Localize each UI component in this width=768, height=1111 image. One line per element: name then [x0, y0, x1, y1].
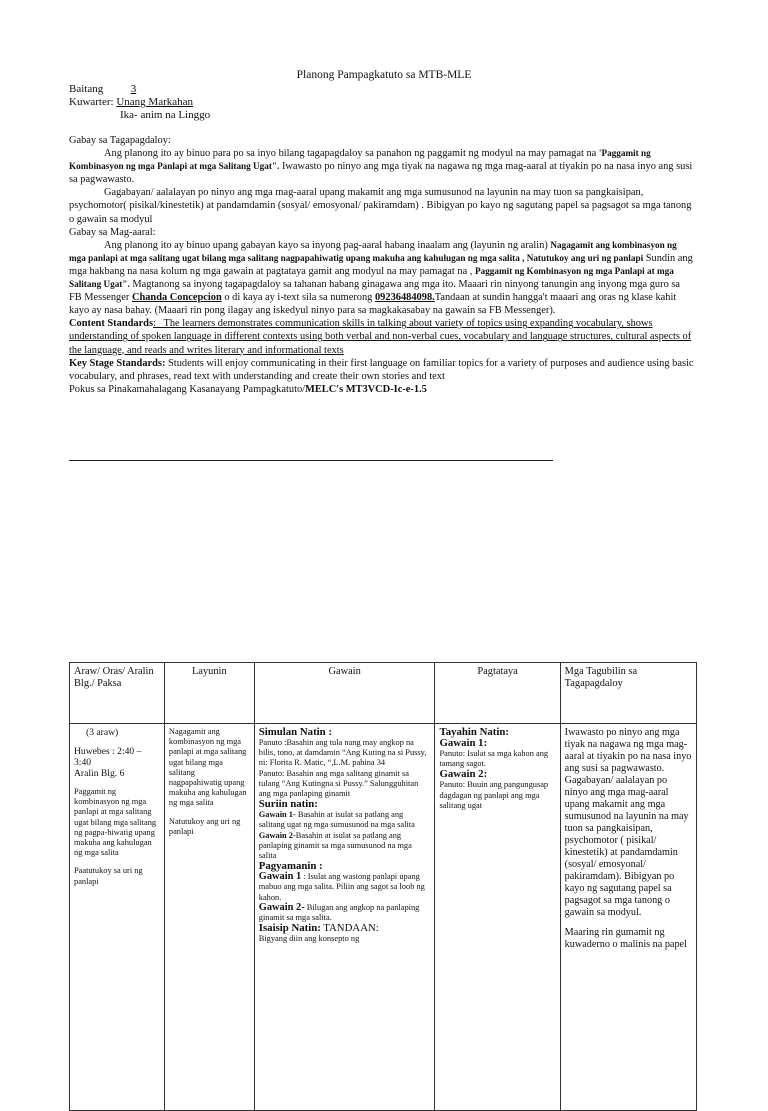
key-stage-standards: Key Stage Standards: Students will enjoy communicating in their first language on familiar topics for a variety of purposes and audience using basic vocabulary, and phrases, read text with understanding and create their own stories and text — [69, 357, 694, 382]
guide-body — [69, 134, 695, 396]
week-line: Ika- anim na Linggo — [120, 109, 211, 121]
header-objective: Layunin — [164, 663, 254, 724]
days-count: (3 araw) — [86, 727, 119, 738]
section-isaisip: Isaisip Natin: — [258, 922, 321, 935]
header-assessment: Pagtataya — [435, 663, 560, 724]
guide-paragraph-1: Ang planong ito ay binuo para po sa inyo bilang tagapagdaloy sa panahon ng paggamit ng modyul na may pamagat na 'Paggamit ng Kombinasyon ng mga Panlapi at mga Salitang Ugat". Iwawasto po ninyo ang mga tiyak na nagawa ng mga mag-aaral at tiyakin po na nasa inyo ang susi sa pagwawasto. — [69, 148, 693, 186]
objective-1: Nagagamit ang kombinasyon ng mga panlapi at mga salitang ugat bilang mga salitang nagpapahiwatig upang makuha ang kahulugan ng mga salita — [168, 727, 247, 808]
guide-heading: Gabay sa Tagapagdaloy: — [69, 135, 171, 146]
divider-line — [69, 460, 553, 461]
grade-line — [69, 83, 136, 96]
cell-facilitator-notes — [560, 724, 696, 1111]
quarter-value: Unang Markahan — [116, 96, 194, 108]
quarter-line — [69, 96, 193, 109]
section-tayahin: Tayahin Natin: — [439, 726, 509, 738]
cell-activity: Simulan Natin : Panuto :Basahin ang tula nang may angkop na bilis, tono, at damdamin “Ang Kuting na si Pussy, ni: Florita R. Matic, “,L.M. pahina 34 Panuto: Basahin ang mga salitang ginamit sa tulang “Ang Kutingna si Pussy.” Salungguhitan ang mga panlaping ginamit Suriin natin: Gawain 1- Basahin at isulat sa patlang ang salitang ugat ng mga sumusunod na mga salita Gawain 2-Basahin at isulat sa patlang ang panlaping ginamit sa mga sumusunod na mga salita Pagyamanin : Gawain 1 : Isulat ang wastong panlapi upang mabuo ang mga salita. Piliin ang sagot sa loob ng kahon. Gawain 2- Bilugan ang angkop na panlaping ginamit sa mga salita. Isaisip Natin: TANDAAN: Bigyang diin ang konsepto ng — [254, 724, 435, 1111]
header-facilitator-notes: Mga Tagubilin sa Tagapagdaloy — [560, 663, 696, 724]
grade-label: Baitang — [69, 83, 104, 95]
teacher-name: Chanda Concepcion — [131, 292, 222, 304]
grade-value: 3 — [130, 83, 137, 95]
table-header-row — [70, 663, 697, 724]
lesson-topic: Paggamit ng kombinasyon ng mga panlapi at mga salitang ugat bilang mga salitang ng pagpa-hiwatig upang makuha ang kahulugan ng mga salita — [74, 787, 157, 858]
phone-number: 09236484098. — [374, 292, 435, 304]
guide-paragraph-2: Gagabayan/ aalalayan po ninyo ang mga mag-aaral upang makamit ang mga sumusunod na layunin na may tuon sa pangkaisipan, psychomotor( pisikal/kinestetik) at pandamdamin (sosyal/ emosyonal/ pakiramdam) . Bibigyan po kayo ng sagutang papel sa pagsagot sa mga tanong o gawain sa modyul — [69, 187, 692, 225]
lesson-number: Aralin Blg. 6 — [74, 768, 125, 779]
melc-focus: Pokus sa Pinakamahalagang Kasanayang Pampagkatuto/MELC's MT3VCD-Ic-e-1.5 — [69, 383, 427, 395]
schedule-time: Huwebes : 2:40 – 3:40 — [74, 746, 142, 768]
section-suriin: Suriin natin: — [258, 798, 318, 811]
learner-paragraph: Ang planong ito ay binuo upang gabayan kayo sa inyong pag-aaral habang inaalam ang (layunin ng aralin) Nagagamit ang kombinasyon ng mga panlapi at mga salitang ugat bilang mga salitang nagpapahiwatig upang makuha ang kahulugan ng mga salita , Natutukoy ang uri ng panlapi Sundin ang mga hakbang na nasa kolum ng mga gawain at pagtataya gamit ang modyul na may pamagat na , Paggamit ng Kombinasyon ng mga Panlapi at mga Salitang Ugat". Magtanong sa inyong tagapagdaloy sa tahanan habang ginagawa ang mga ito. Maaari rin ninyong tanungin ang inyong mga guro sa FB Messenger Chanda Concepcion o di kaya ay i-text sila sa numerong 09236484098.Tandaan at sundin hangga't maaari ang oras ng klase kahit kayo ay nasa bahay. (Maaari rin pong ilagay ang iskedyul ninyo para sa magkakasabay na gawain sa FB Messenger). — [69, 239, 693, 317]
learner-heading: Gabay sa Mag-aaral: — [69, 226, 156, 238]
lesson-topic-2: Paatutukoy sa uri ng panlapi — [74, 866, 143, 886]
section-simulan: Simulan Natin : — [258, 726, 332, 738]
page-title: Planong Pampagkatuto sa MTB-MLE — [296, 69, 472, 81]
module-title-2: Paggamit ng Kombinasyon ng mga Panlapi at mga Salitang Ugat". — [69, 265, 674, 290]
quarter-label: Kuwarter: — [69, 96, 114, 108]
section-pagyamanin: Pagyamanin : — [258, 860, 323, 873]
header-day-time: Araw/ Oras/ Aralin Blg./ Paksa — [70, 663, 165, 724]
lesson-objectives: Nagagamit ang kombinasyon ng mga panlapi at mga salitang ugat bilang mga salitang nagpapahiwatig upang makuha ang kahulugan ng mga salita , Natutukoy ang uri ng panlapi — [69, 239, 677, 263]
module-title: 'Paggamit ng Kombinasyon ng mga Panlapi at mga Salitang Ugat". — [69, 148, 651, 172]
cell-objective — [164, 724, 254, 1111]
cell-day-time — [70, 724, 165, 1111]
content-standards: Content Standards:_ The learners demonstrates communication skills in talking about variety of topics using expanding vocabulary, shows understanding of spoken language in different contexts using both verbal and non-verbal cues, vocabulary and language structures, cultural aspects of the language, and reads and writes literary and informational texts — [69, 318, 692, 356]
header-activity: Gawain — [254, 663, 435, 724]
facilitator-note-2: Maaring rin gumamit ng kuwaderno o malinis na papel — [564, 927, 687, 950]
objective-2: Natutukoy ang uri ng panlapi — [168, 816, 241, 836]
lesson-plan-table — [69, 662, 697, 1111]
cell-assessment: Tayahin Natin: Gawain 1: Panuto: Isulat sa mga kahon ang tamang sagot. Gawain 2: Panuto: Buuin ang pangungusap dagdagan ng panlapi ang mga salitang ugat — [435, 724, 560, 1111]
facilitator-instructions: Iwawasto po ninyo ang mga tiyak na nagawa ng mga mag-aaral at tiyakin po na nasa inyo ang susi sa pagwawasto. Gagabayan/ aalalayan po ninyo ang mga mag-aaral upang makamit ang mga sumusunod na layunin na may tuon sa pangkaisipan, psychomotor ( pisikal/ kinestetik) at pandamdamin (sosyal/ emosyonal/ pakiramdam). Bibigyan po kayo ng sagutang papel sa pagsagot sa mga tanong o gawain sa modyul. — [564, 727, 692, 918]
table-row — [70, 724, 697, 1111]
